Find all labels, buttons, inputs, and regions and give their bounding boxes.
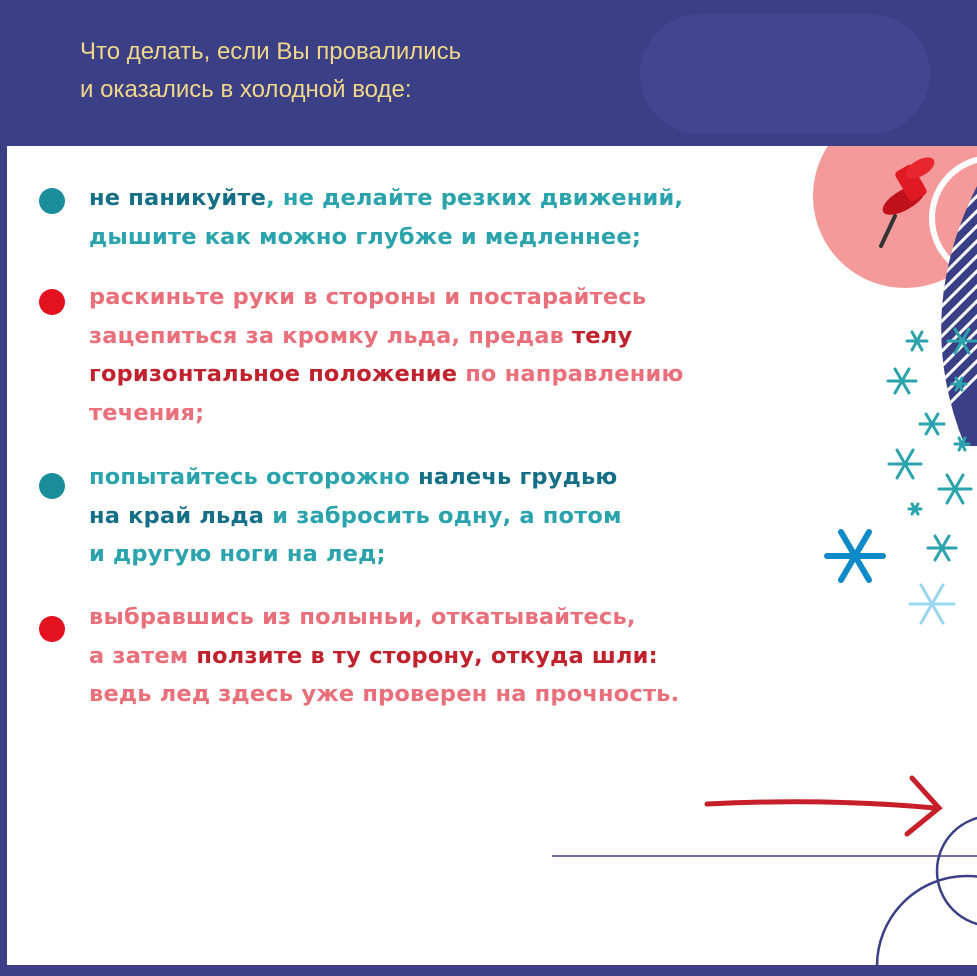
text-span: , не делайте резких движений,: [266, 185, 684, 211]
text-span: налечь грудью: [418, 464, 618, 490]
text-span: на край льда: [89, 502, 265, 529]
item-2-line-2: [89, 317, 819, 356]
white-ring: [932, 158, 977, 278]
text-span: телу: [572, 322, 633, 349]
bullet-1: [39, 188, 65, 214]
text-span: и другую ноги на лед;: [89, 541, 386, 567]
item-3-line-3: [89, 535, 819, 574]
list-item: [89, 179, 819, 256]
item-3-line-2: [89, 497, 819, 536]
bullet-4: [39, 616, 65, 642]
list-item: [89, 598, 819, 714]
pink-circle: [813, 146, 977, 288]
item-4-line-2: [89, 637, 819, 676]
text-span: и забросить одну, а потом: [264, 502, 622, 529]
item-4-line-3: [89, 675, 819, 714]
text-span: зацепиться за кромку льда, предав: [89, 322, 573, 349]
text-span: горизонтальное положение: [89, 361, 458, 387]
snowflake-icon: [827, 329, 976, 623]
header-decoration: [640, 14, 930, 134]
item-1-line-1: [89, 179, 819, 218]
text-span: а затем: [89, 642, 197, 669]
header-band: [0, 0, 977, 146]
text-span: не паникуйте: [89, 185, 267, 211]
item-1-line-2: [89, 218, 819, 257]
item-3-line-1: [89, 458, 819, 497]
text-span: ведь лед здесь уже проверен на прочность.: [89, 681, 680, 707]
item-2-line-1: [89, 278, 819, 317]
title-line-1: Что делать, если Вы провалились: [80, 38, 462, 65]
striped-crescent: [907, 186, 977, 446]
item-4-line-1: [89, 598, 819, 637]
outline-circle-small: [937, 816, 977, 926]
item-2-line-3: [89, 355, 819, 394]
text-span: по направлению: [457, 361, 684, 387]
bullet-2: [39, 289, 65, 315]
content-card: [7, 146, 977, 965]
bullet-3: [39, 473, 65, 499]
list-item: [89, 458, 819, 574]
text-span: дышите как можно глубже и медленнее;: [89, 223, 642, 250]
item-2-line-4: [89, 394, 819, 433]
page-title: [80, 33, 461, 109]
title-line-2: и оказались в холодной воде:: [80, 76, 412, 103]
arrow-right-icon: [707, 778, 939, 834]
push-pin-icon: [878, 153, 938, 246]
list-item: [89, 278, 819, 432]
text-span: выбравшись из полыньи, откатывайтесь,: [89, 604, 636, 630]
outline-circle-large: [877, 876, 977, 965]
text-span: попытайтесь осторожно: [89, 464, 419, 490]
text-span: течения;: [89, 399, 205, 426]
text-span: раскиньте руки в стороны и постарайтесь: [89, 284, 647, 310]
text-span: ползите в ту сторону, откуда шли:: [196, 642, 658, 669]
